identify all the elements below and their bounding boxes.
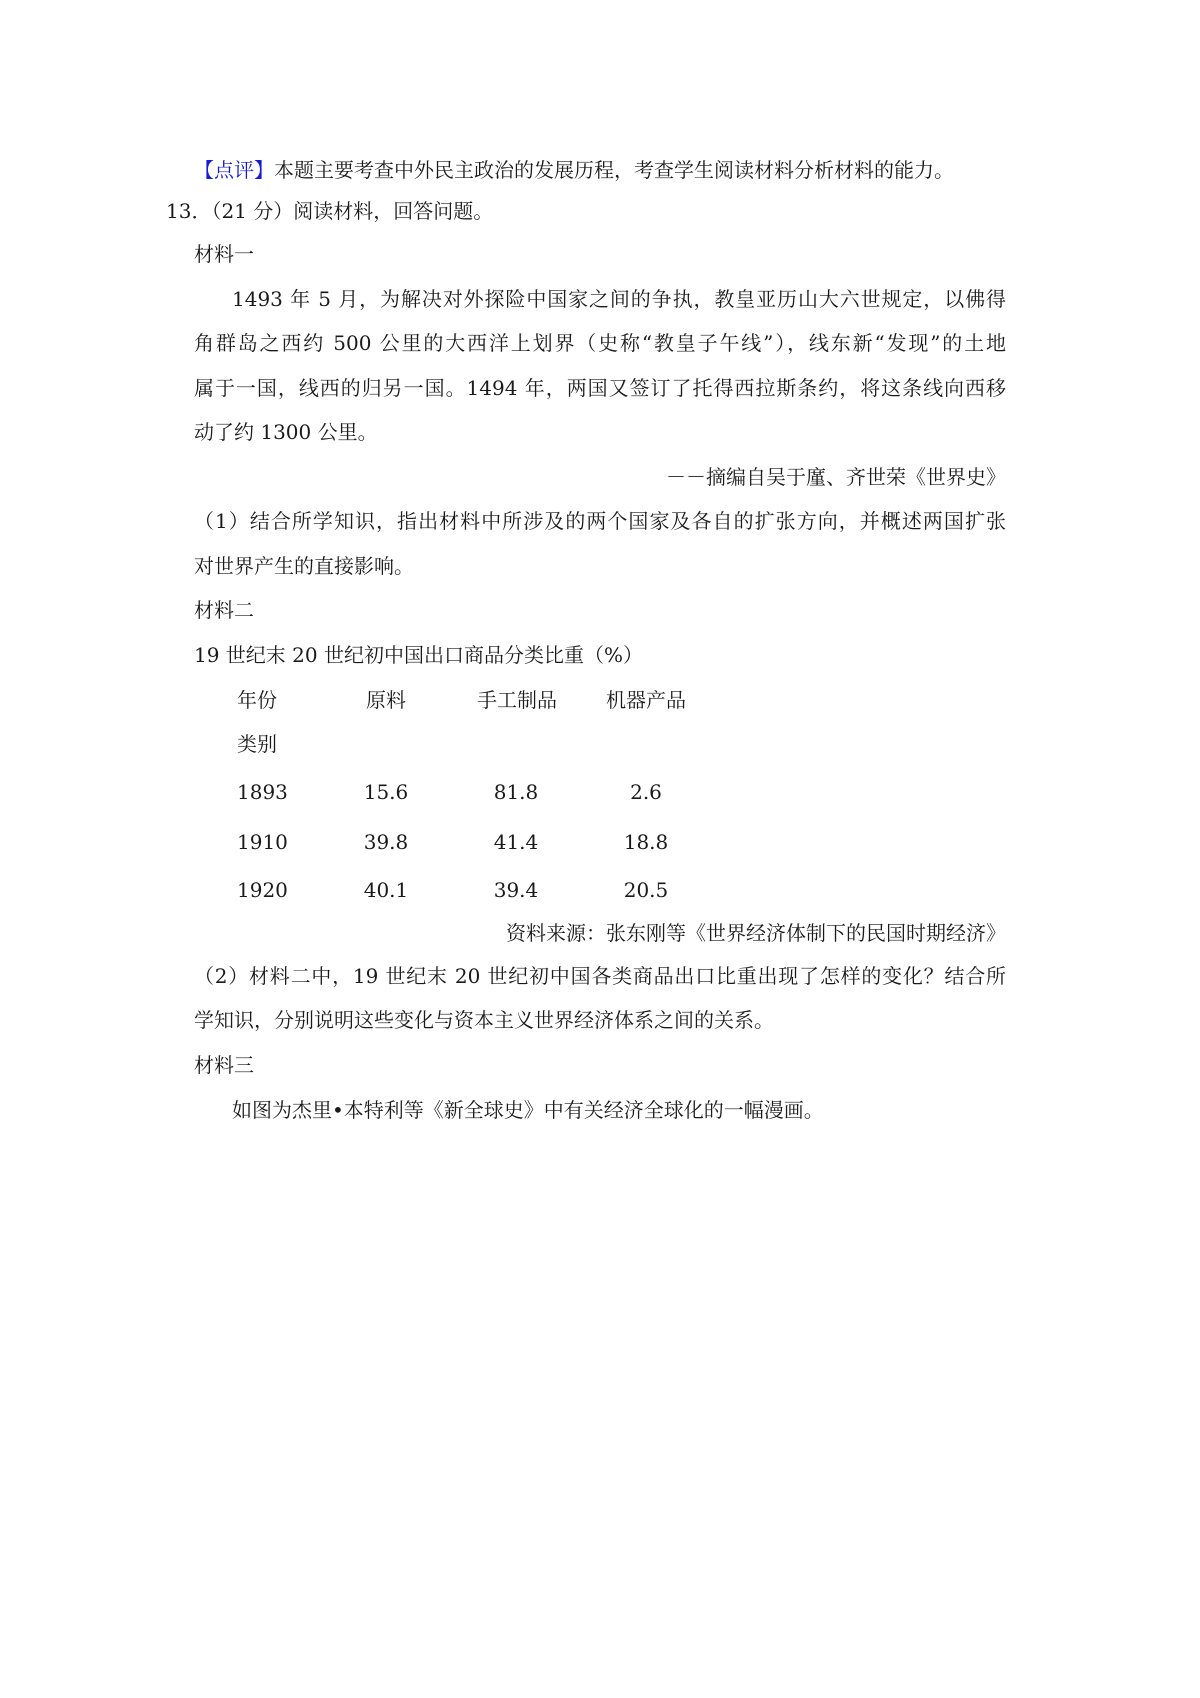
table-year: 1920	[237, 878, 288, 902]
table-value: 41.4	[493, 830, 539, 854]
material1-line-3: 属于一国，线西的归另一国。1494 年，两国又签订了托得西拉斯条约，将这条线向西移	[194, 376, 1006, 400]
table-corner-year: 年份	[237, 688, 277, 712]
table-value: 81.8	[493, 780, 539, 804]
table-value: 2.6	[630, 780, 662, 804]
table-col-handmade: 手工制品	[477, 688, 557, 712]
table-value: 39.4	[493, 878, 539, 902]
table-value: 15.6	[363, 780, 409, 804]
review-line	[194, 156, 954, 184]
question-header: 13．（21 分）阅读材料，回答问题。	[166, 199, 494, 223]
table-value: 40.1	[363, 878, 409, 902]
sub1-line-1: （1）结合所学知识，指出材料中所涉及的两个国家及各自的扩张方向，并概述两国扩张	[194, 509, 1006, 533]
review-text: 本题主要考查中外民主政治的发展历程，考查学生阅读材料分析材料的能力。	[274, 158, 954, 182]
material2-source: 资料来源：张东刚等《世界经济体制下的民国时期经济》	[506, 921, 1006, 945]
table-value: 39.8	[363, 830, 409, 854]
material1-line-1: 1493 年 5 月，为解决对外探险中国家之间的争执，教皇亚历山大六世规定，以佛得	[232, 287, 1006, 311]
sub2-line-1: （2）材料二中，19 世纪末 20 世纪初中国各类商品出口比重出现了怎样的变化？结合所	[194, 964, 1006, 988]
sub2-line-2: 学知识，分别说明这些变化与资本主义世界经济体系之间的关系。	[194, 1008, 774, 1032]
review-label: 【点评】	[194, 158, 274, 182]
table-col-machine: 机器产品	[606, 688, 686, 712]
material1-line-4: 动了约 1300 公里。	[194, 420, 378, 444]
material1-title: 材料一	[194, 242, 254, 266]
table-year: 1893	[237, 780, 288, 804]
table-title: 19 世纪末 20 世纪初中国出口商品分类比重（%）	[194, 643, 643, 667]
material3-text: 如图为杰里•本特利等《新全球史》中有关经济全球化的一幅漫画。	[232, 1098, 824, 1122]
material3-title: 材料三	[194, 1053, 254, 1077]
material2-title: 材料二	[194, 598, 254, 622]
table-value: 20.5	[623, 878, 669, 902]
table-year: 1910	[237, 830, 288, 854]
table-corner-category: 类别	[237, 732, 277, 756]
material1-source: －－摘编自吴于廑、齐世荣《世界史》	[666, 465, 1006, 489]
material1-line-2: 角群岛之西约 500 公里的大西洋上划界（史称“教皇子午线”），线东新“发现”的土地	[194, 331, 1006, 355]
table-col-raw: 原料	[366, 688, 406, 712]
sub1-line-2: 对世界产生的直接影响。	[194, 554, 414, 578]
table-value: 18.8	[623, 830, 669, 854]
